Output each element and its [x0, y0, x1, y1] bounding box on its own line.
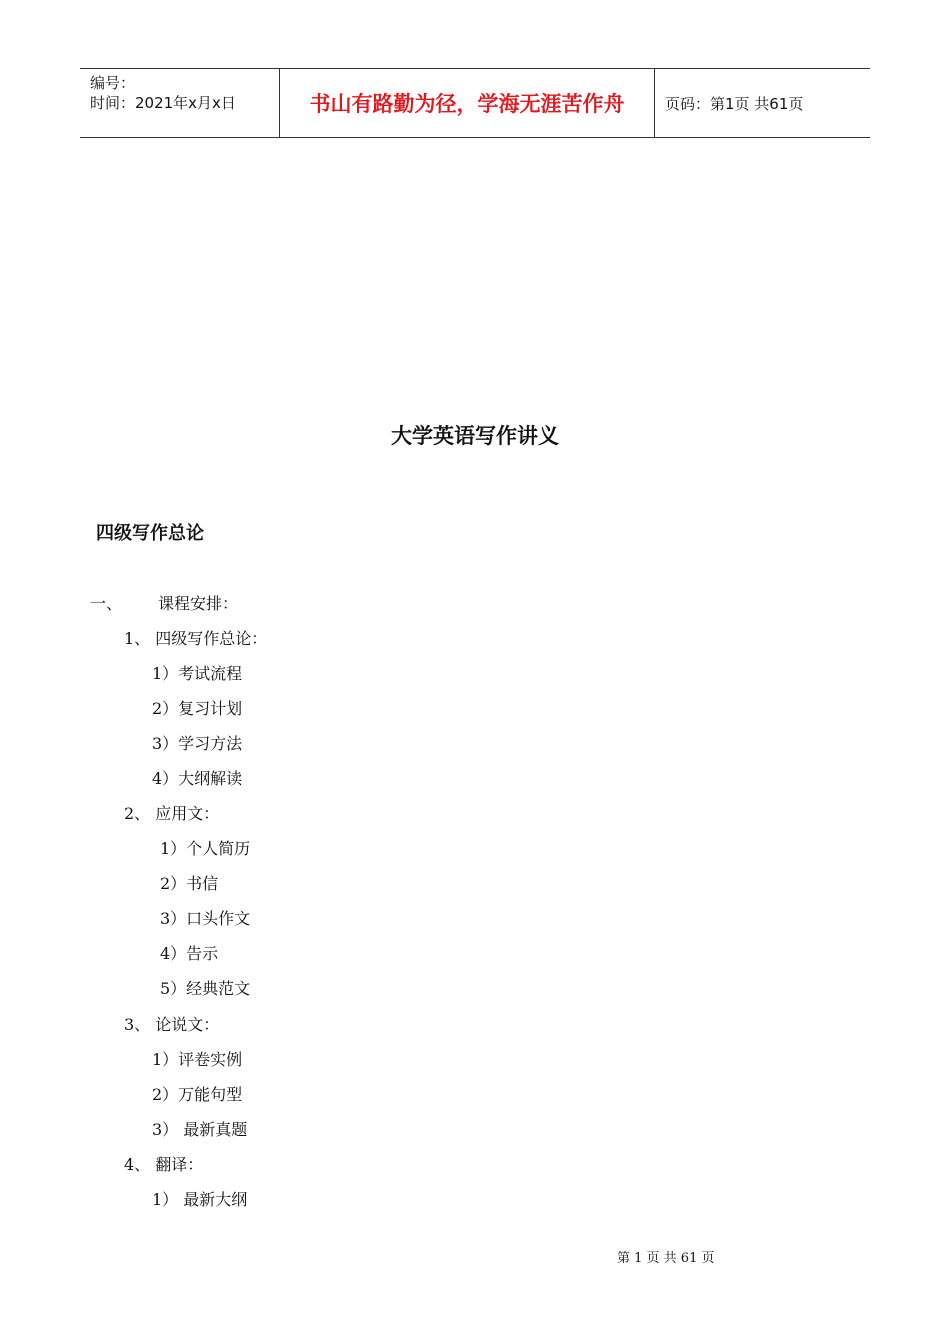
- outline-subitem: 1） 最新大纲: [152, 1190, 248, 1209]
- outline-subitem: 3）学习方法: [152, 734, 243, 753]
- number-label: 编号：: [90, 74, 136, 92]
- page-header: [80, 68, 870, 138]
- outline-heading-text: 课程安排：: [158, 594, 239, 613]
- outline-subitem: 2）复习计划: [152, 699, 243, 718]
- header-meta: [80, 69, 280, 137]
- outline-item: 1、 四级写作总论：: [124, 629, 268, 648]
- outline-subitem: 2）书信: [160, 874, 219, 893]
- outline-subitem: 4）大纲解读: [152, 769, 243, 788]
- document-title: 大学英语写作讲义: [391, 424, 559, 448]
- time-label: 时间：2021年x月x日: [90, 94, 236, 112]
- outline-item: 4、 翻译：: [124, 1155, 204, 1174]
- page-footer: 第 1 页 共 61 页: [617, 1251, 715, 1266]
- outline-subitem: 2）万能句型: [152, 1085, 243, 1104]
- outline-subitem: 1）考试流程: [152, 664, 243, 683]
- outline-subitem: 4）告示: [160, 944, 219, 963]
- header-page-info: 页码：第1页 共61页: [665, 94, 804, 113]
- outline-item: 2、 应用文：: [124, 804, 220, 823]
- outline-subitem: 3） 最新真题: [152, 1120, 248, 1139]
- outline-subitem: 1）评卷实例: [152, 1050, 243, 1069]
- outline-subitem: 1）个人简历: [160, 839, 251, 858]
- outline-subitem: 3）口头作文: [160, 909, 251, 928]
- outline-heading-number: 一、: [90, 594, 123, 613]
- section-title: 四级写作总论: [96, 523, 204, 544]
- outline-subitem: 5）经典范文: [160, 979, 251, 998]
- header-motto: 书山有路勤为径，学海无涯苦作舟: [280, 69, 655, 137]
- outline-item: 3、 论说文：: [124, 1015, 220, 1034]
